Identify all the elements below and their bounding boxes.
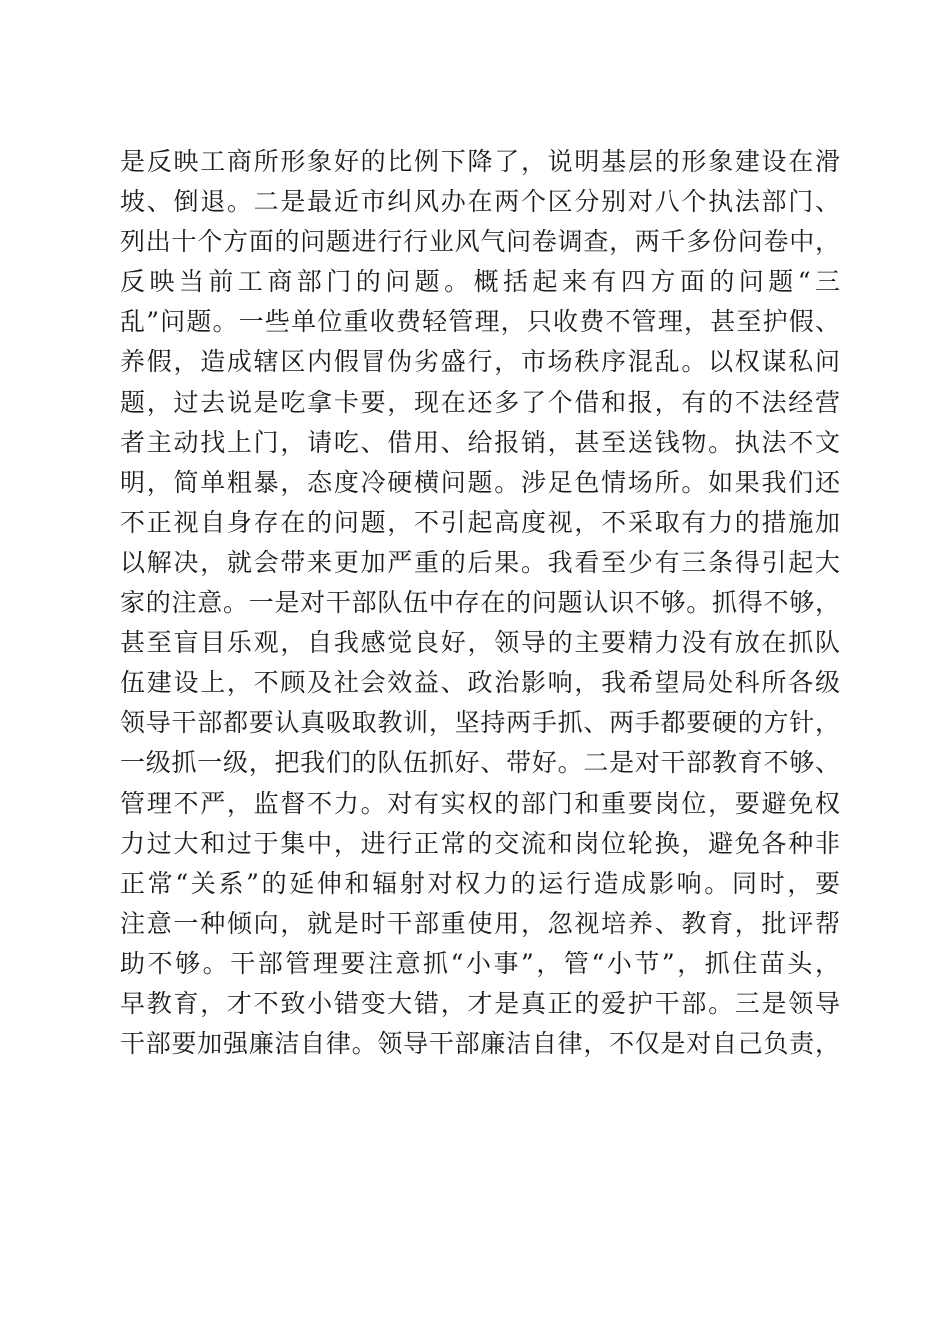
text-line-4: 反映当前工商部门的问题。概括起来有四方面的问题“三: [120, 267, 840, 297]
text-line-8: 者主动找上门，请吃、借用、给报销，甚至送钱物。执法不文: [120, 427, 840, 457]
text-line-18: 力过大和过于集中，进行正常的交流和岗位轮换，避免各种非: [120, 828, 840, 858]
text-line-21: 助不够。干部管理要注意抓“小事”，管“小节”，抓住苗头，: [120, 948, 840, 978]
text-line-1: 是反映工商所形象好的比例下降了，说明基层的形象建设在滑: [120, 147, 840, 176]
text-line-13: 甚至盲目乐观，自我感觉良好，领导的主要精力没有放在抓队: [120, 628, 840, 658]
text-line-11: 以解决，就会带来更加严重的后果。我看至少有三条得引起大: [120, 547, 840, 577]
text-line-19: 正常“关系”的延伸和辐射对权力的运行造成影响。同时，要: [120, 868, 840, 898]
text-line-14: 伍建设上，不顾及社会效益、政治影响，我希望局处科所各级: [120, 668, 840, 698]
text-line-15: 领导干部都要认真吸取教训，坚持两手抓、两手都要硬的方针，: [120, 708, 840, 738]
body-text: [120, 142, 840, 1064]
text-line-23: 干部要加强廉洁自律。领导干部廉洁自律，不仅是对自己负责，: [120, 1029, 840, 1059]
text-line-9: 明，简单粗暴，态度冷硬横问题。涉足色情场所。如果我们还: [120, 467, 840, 497]
text-line-22: 早教育，才不致小错变大错，才是真正的爱护干部。三是领导: [120, 988, 840, 1018]
text-line-6: 养假，造成辖区内假冒伪劣盛行，市场秩序混乱。以权谋私问: [120, 347, 840, 377]
text-line-7: 题，过去说是吃拿卡要，现在还多了个借和报，有的不法经营: [120, 387, 840, 417]
text-line-3: 列出十个方面的问题进行行业风气问卷调查，两千多份问卷中，: [120, 227, 840, 257]
text-line-5: 乱”问题。一些单位重收费轻管理，只收费不管理，甚至护假、: [120, 307, 840, 337]
text-line-20: 注意一种倾向，就是时干部重使用，忽视培养、教育，批评帮: [120, 908, 840, 938]
text-line-10: 不正视自身存在的问题，不引起高度视，不采取有力的措施加: [120, 507, 840, 537]
text-line-12: 家的注意。一是对干部队伍中存在的问题认识不够。抓得不够，: [120, 588, 840, 618]
text-line-2: 坡、倒退。二是最近市纠风办在两个区分别对八个执法部门、: [120, 187, 840, 217]
text-line-17: 管理不严，监督不力。对有实权的部门和重要岗位，要避免权: [120, 788, 840, 818]
text-line-16: 一级抓一级，把我们的队伍抓好、带好。二是对干部教育不够、: [120, 748, 840, 778]
